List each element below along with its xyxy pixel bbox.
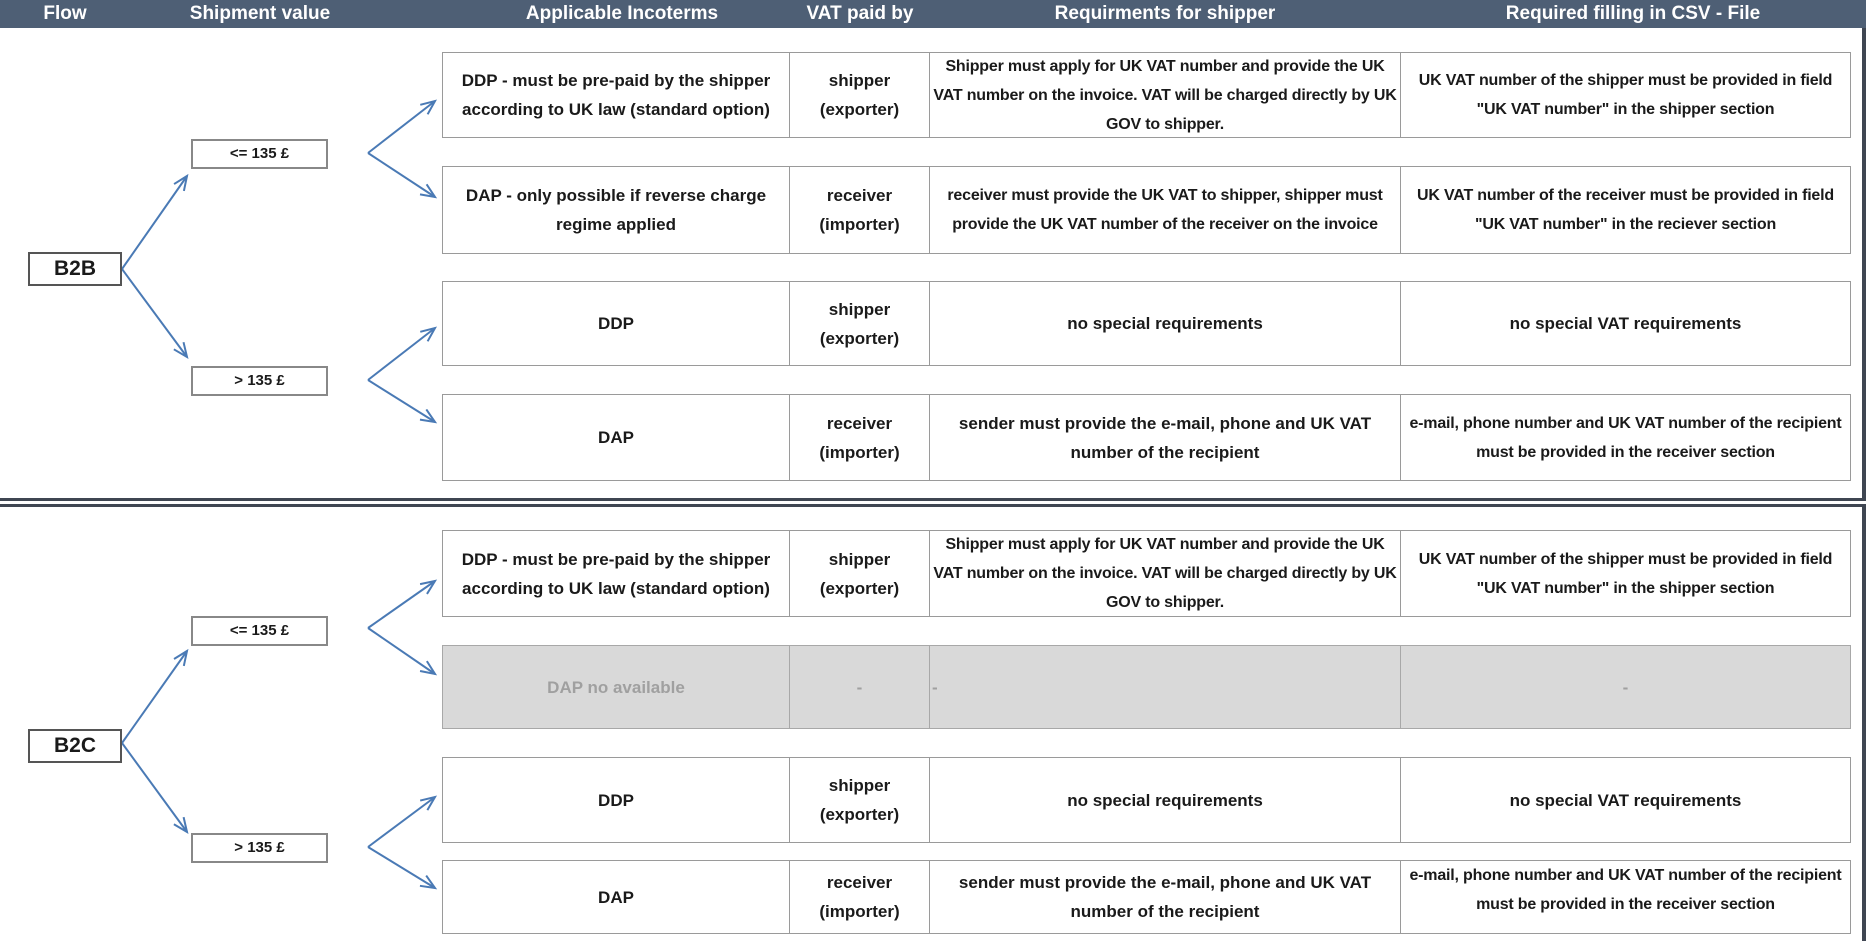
arrow-b2c-to-high — [122, 743, 187, 832]
header-flow: Flow — [43, 3, 87, 24]
b2b-row1-requirements: Shipper must apply for UK VAT number and provide the UK VAT number on the invoice. VAT will be charged directly by UK GOV to shipper. — [929, 52, 1401, 138]
b2b-row4-vat-paid-by: receiver (importer) — [789, 394, 930, 481]
b2b-high-value-box: > 135 £ — [191, 366, 328, 396]
b2b-row4-requirements: sender must provide the e-mail, phone and UK VAT number of the recipient — [929, 394, 1401, 481]
b2b-row1-vat-paid-by: shipper (exporter) — [789, 52, 930, 138]
b2b-row3-csv: no special VAT requirements — [1400, 281, 1851, 366]
b2b-row1-csv: UK VAT number of the shipper must be provided in field "UK VAT number" in the shipper section — [1400, 52, 1851, 138]
b2c-row3-requirements: no special requirements — [929, 757, 1401, 843]
b2c-row3-incoterm: DDP — [442, 757, 790, 843]
b2c-row1-vat-paid-by: shipper (exporter) — [789, 530, 930, 617]
header-csv: Required filling in CSV - File — [1505, 3, 1761, 24]
header-requirements: Requirments for shipper — [1054, 3, 1276, 24]
arrow-b2b-high-to-ddp — [368, 328, 435, 380]
b2b-row2-requirements: receiver must provide the UK VAT to shipper, shipper must provide the UK VAT number of the receiver on the invoice — [929, 166, 1401, 254]
b2c-row2-incoterm: DAP no available — [442, 645, 790, 729]
b2b-row3-incoterm: DDP — [442, 281, 790, 366]
b2b-row3-vat-paid-by: shipper (exporter) — [789, 281, 930, 366]
b2c-row1-requirements: Shipper must apply for UK VAT number and provide the UK VAT number on the invoice. VAT will be charged directly by UK GOV to shipper. — [929, 530, 1401, 617]
b2c-row2-csv: - — [1400, 645, 1851, 729]
b2c-row3-csv: no special VAT requirements — [1400, 757, 1851, 843]
b2c-row1-incoterm: DDP - must be pre-paid by the shipper according to UK law (standard option) — [442, 530, 790, 617]
arrow-b2c-low-to-ddp — [368, 581, 435, 628]
b2c-row3-vat-paid-by: shipper (exporter) — [789, 757, 930, 843]
arrow-b2b-high-to-dap — [368, 380, 435, 422]
arrow-b2b-low-to-ddp — [368, 101, 435, 153]
arrow-b2c-high-to-dap — [368, 847, 435, 888]
b2c-row1-csv: UK VAT number of the shipper must be provided in field "UK VAT number" in the shipper section — [1400, 530, 1851, 617]
b2c-flow-box: B2C — [28, 729, 122, 763]
b2c-low-value-box: <= 135 £ — [191, 616, 328, 646]
b2c-row4-csv: e-mail, phone number and UK VAT number of the recipient must be provided in the receiver section — [1400, 860, 1851, 934]
b2c-row4-vat-paid-by: receiver (importer) — [789, 860, 930, 934]
b2c-row4-requirements: sender must provide the e-mail, phone and UK VAT number of the recipient — [929, 860, 1401, 934]
b2b-row2-incoterm: DAP - only possible if reverse charge regime applied — [442, 166, 790, 254]
b2b-flow-box: B2B — [28, 252, 122, 286]
arrow-b2b-low-to-dap — [368, 153, 435, 197]
arrow-b2c-to-low — [122, 651, 187, 743]
b2b-row4-csv: e-mail, phone number and UK VAT number of the recipient must be provided in the receiver section — [1400, 394, 1851, 481]
b2c-row2-requirements: - — [929, 645, 1401, 729]
b2c-row2-vat-paid-by: - — [789, 645, 930, 729]
b2b-row3-requirements: no special requirements — [929, 281, 1401, 366]
arrow-b2b-to-low — [122, 176, 187, 269]
header-shipment-value: Shipment value — [189, 3, 331, 24]
arrow-b2c-low-to-na — [368, 628, 435, 674]
header-incoterms: Applicable Incoterms — [525, 3, 719, 24]
b2b-row4-incoterm: DAP — [442, 394, 790, 481]
b2b-row1-incoterm: DDP - must be pre-paid by the shipper according to UK law (standard option) — [442, 52, 790, 138]
arrow-b2b-to-high — [122, 269, 187, 357]
b2b-row2-csv: UK VAT number of the receiver must be provided in field "UK VAT number" in the reciever section — [1400, 166, 1851, 254]
header-vat-paid-by: VAT paid by — [806, 3, 914, 24]
arrow-b2c-high-to-ddp — [368, 797, 435, 847]
b2b-row2-vat-paid-by: receiver (importer) — [789, 166, 930, 254]
b2c-high-value-box: > 135 £ — [191, 833, 328, 863]
b2c-row4-incoterm: DAP — [442, 860, 790, 934]
b2b-low-value-box: <= 135 £ — [191, 139, 328, 169]
